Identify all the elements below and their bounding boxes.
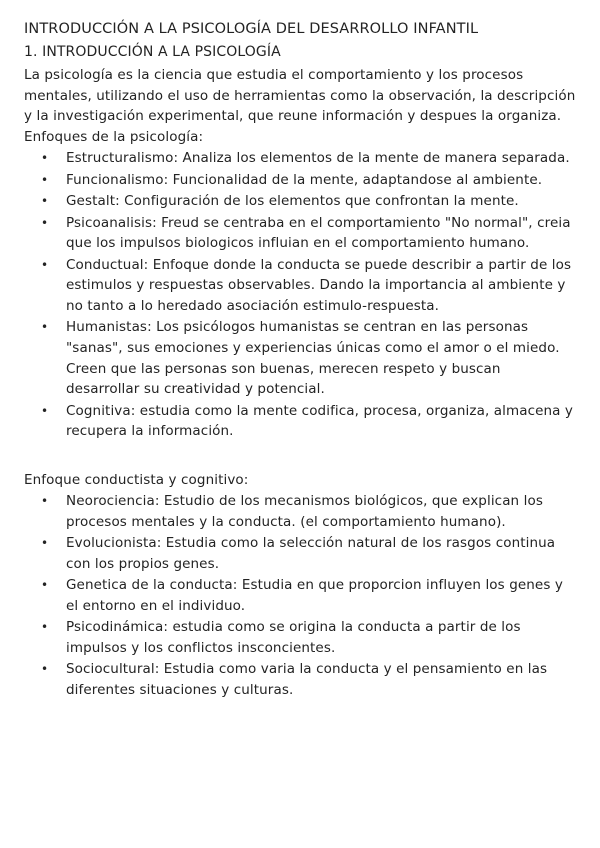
conductista-list: [24, 491, 576, 700]
document-title: INTRODUCCIÓN A LA PSICOLOGÍA DEL DESARROLLO INFANTIL: [24, 21, 479, 37]
list-item: • Psicodinámica: estudia como se origina la conducta a partir de los impulsos y los conflictos insconcientes.: [24, 617, 576, 658]
enfoques-list-label: Enfoques de la psicología:: [24, 128, 204, 145]
list-item: • Conductual: Enfoque donde la conducta se puede describir a partir de los estimulos y respuestas observables. Dando la importancia al ambiente y no tanto a lo heredado asociación estimulo-respuesta.: [24, 255, 576, 317]
section-heading: 1. INTRODUCCIÓN A LA PSICOLOGÍA: [24, 44, 281, 61]
intro-paragraph: La psicología es la ciencia que estudia el comportamiento y los procesos mentales, utilizando el uso de herramientas como la observación, la descripción y la investigación experimental, que reune información y despues la organiza.: [24, 67, 576, 125]
list-item: • Neorociencia: Estudio de los mecanismos biológicos, que explican los procesos mentales y la conducta. (el comportamiento humano).: [24, 491, 576, 532]
list-item: • Estructuralismo: Analiza los elementos de la mente de manera separada.: [24, 148, 576, 169]
list-item: • Gestalt: Configuración de los elementos que confrontan la mente.: [24, 191, 576, 212]
list-item: • Evolucionista: Estudia como la selección natural de los rasgos continua con los propios genes.: [24, 533, 576, 574]
enfoques-list: [24, 148, 576, 441]
list-item: • Funcionalismo: Funcionalidad de la mente, adaptandose al ambiente.: [24, 170, 576, 191]
list-item: • Cognitiva: estudia como la mente codifica, procesa, organiza, almacena y recupera la información.: [24, 401, 576, 442]
conductista-list-label: Enfoque conductista y cognitivo:: [24, 471, 249, 488]
list-item: • Psicoanalisis: Freud se centraba en el comportamiento "No normal", creia que los impulsos biologicos influian en el comportamiento humano.: [24, 213, 576, 254]
section-gap: [24, 443, 576, 470]
list-item: • Humanistas: Los psicólogos humanistas se centran en las personas "sanas", sus emociones y experiencias únicas como el amor o el miedo. Creen que las personas son buenas, merecen respeto y buscan desarrollar su creatividad y potencial.: [24, 317, 576, 399]
list-item: • Genetica de la conducta: Estudia en que proporcion influyen los genes y el entorno en el individuo.: [24, 575, 576, 616]
list-item: • Sociocultural: Estudia como varia la conducta y el pensamiento en las diferentes situaciones y culturas.: [24, 659, 576, 700]
